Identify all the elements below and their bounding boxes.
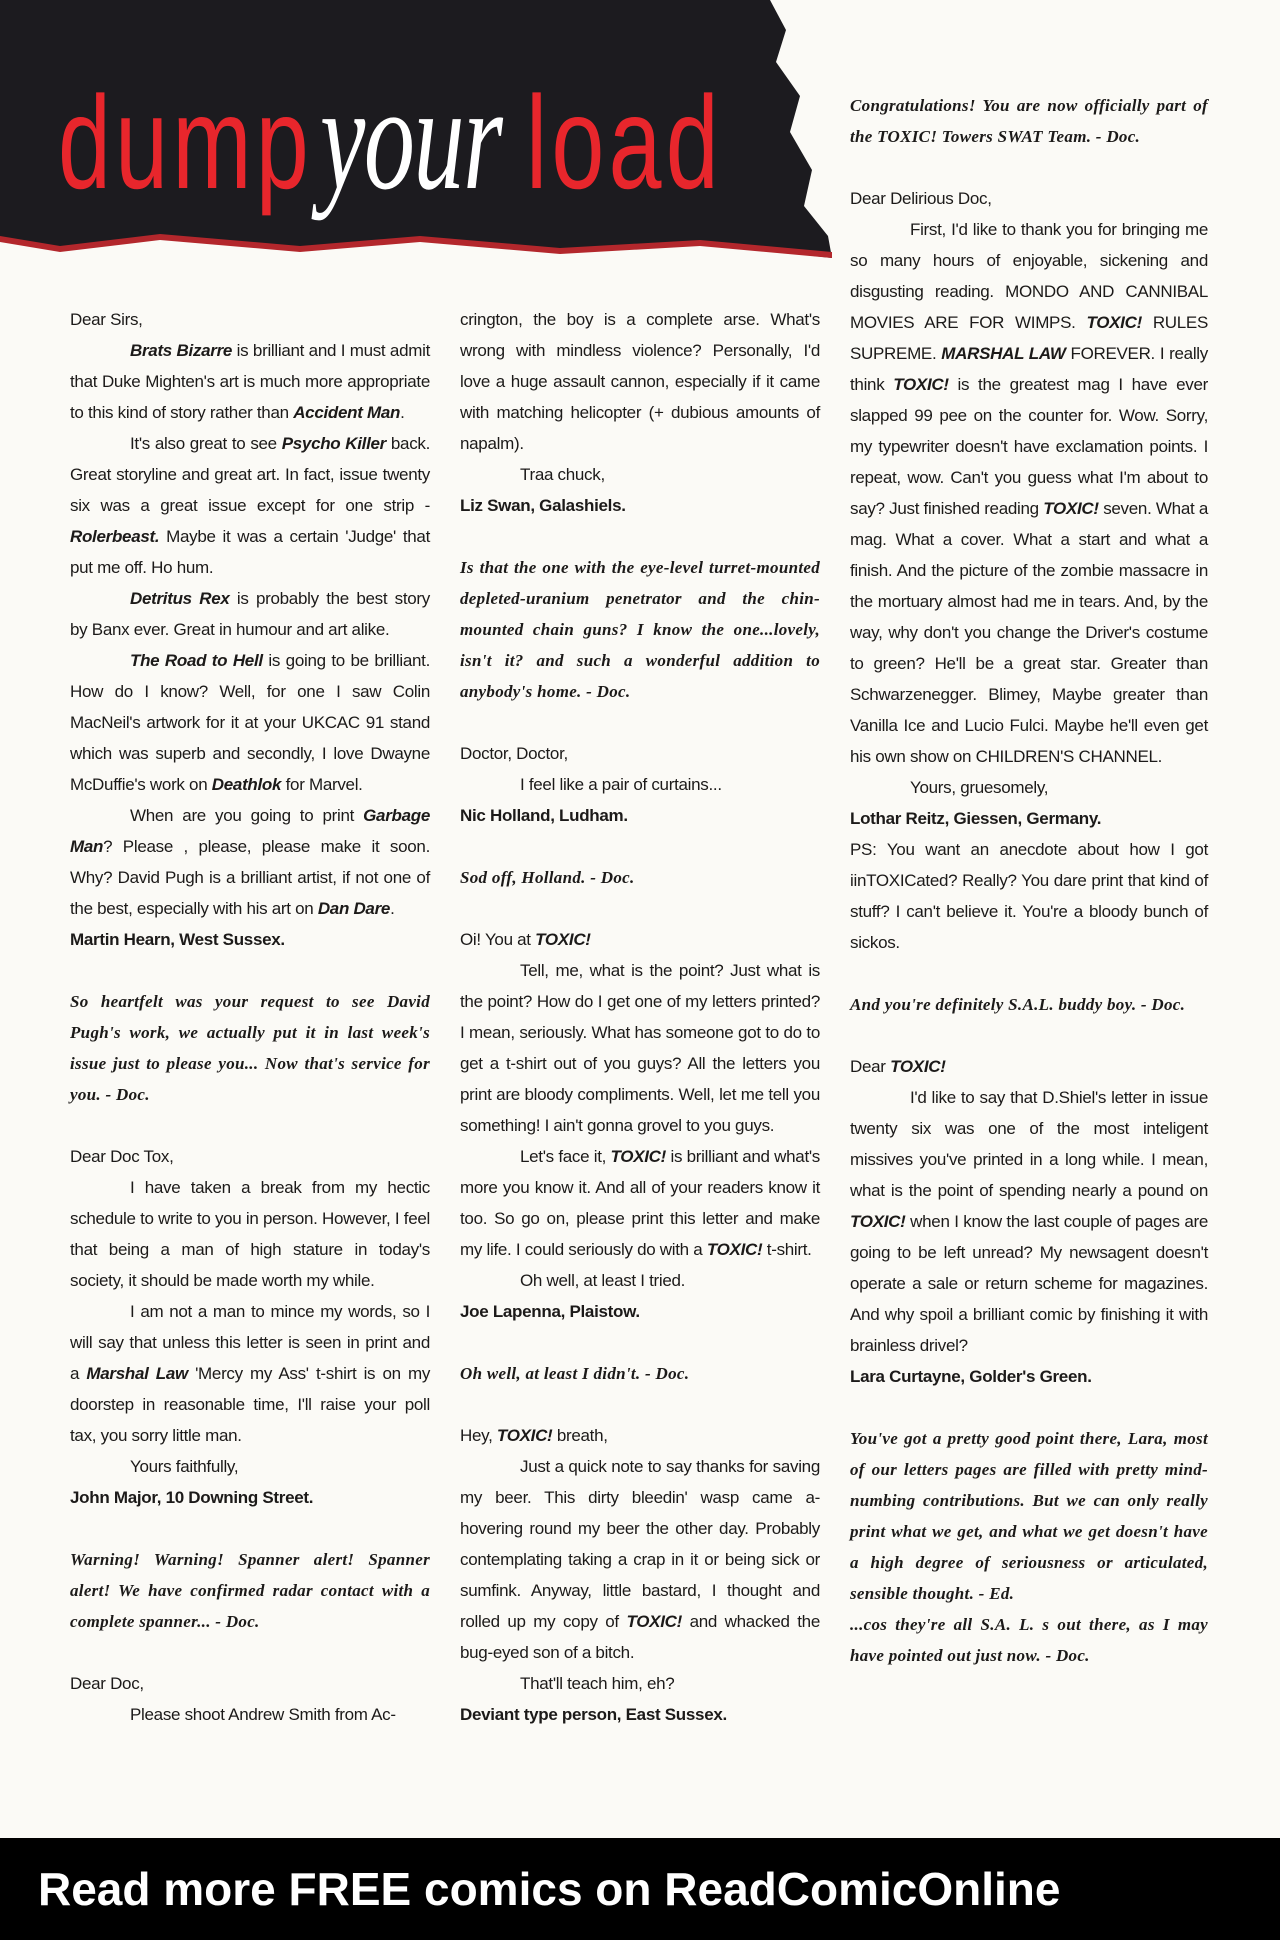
letter-signature: Deviant type person, East Sussex. — [460, 1705, 727, 1724]
letter-greeting: Dear Sirs, — [70, 310, 143, 329]
editor-reply: Congratulations! You are now officially part of the TOXIC! Towers SWAT Team. - Doc. — [850, 96, 1208, 146]
letters-column-3 — [850, 90, 1208, 1671]
letter-greeting: Hey, TOXIC! breath, — [460, 1426, 608, 1445]
title-word-your: your — [320, 55, 502, 221]
letter-greeting: Dear Doc Tox, — [70, 1147, 174, 1166]
letters-column-2 — [460, 304, 820, 1730]
editor-reply: ...cos they're all S.A. L. s out there, as I may have pointed out just now. - Doc. — [850, 1615, 1208, 1665]
letter-signature: Lothar Reitz, Giessen, Germany. — [850, 809, 1102, 828]
letter-greeting: Doctor, Doctor, — [460, 744, 568, 763]
title-word-dump: dump — [58, 69, 314, 216]
letter-paragraph: Detritus Rex is probably the best story by Banx ever. Great in humour and art alike. — [70, 589, 430, 639]
letter-paragraph: Please shoot Andrew Smith from Ac- — [130, 1705, 396, 1724]
letter-paragraph: I have taken a break from my hectic schedule to write to you in person. However, I feel that being a man of high stature in today's society, it should be made worth my while. — [70, 1178, 430, 1290]
title-word-load: load — [526, 69, 723, 216]
letter-paragraph: First, I'd like to thank you for bringing me so many hours of enjoyable, sickening and disgusting reading. MONDO AND CANNIBAL MOVIES ARE FOR WIMPS. TOXIC! RULES SUPREME. MARSHAL LAW FOREVER. I really think TOXIC! is the greatest mag I have ever slapped 99 pee on the counter for. Wow. Sorry, my typewriter doesn't have exclamation points. I repeat, wow. Can't you guess what I'm about to say? Just finished reading TOXIC! seven. What a mag. What a cover. What a start and what a finish. And the picture of the zombie massacre in the mortuary almost had me in tears. And, by the way, why don't you change the Driver's costume to green? He'll be a great star. Greater than Schwarzenegger. Blimey, Maybe greater than Vanilla Ice and Lucio Fulci. Maybe he'll even get his own show on CHILDREN'S CHANNEL. — [850, 220, 1209, 766]
letter-paragraph: I'd like to say that D.Shiel's letter in issue twenty six was one of the most inteligent missives you've printed in a long while. I mean, what is the point of spending nearly a pound on TOXIC! when I know the last couple of pages are going to be left unread? My newsagent doesn't operate a sale or return scheme for magazines. And why spoil a brilliant comic by finishing it with brainless drivel? — [850, 1088, 1208, 1355]
letter-signature: Nic Holland, Ludham. — [460, 806, 628, 825]
letter-paragraph: Just a quick note to say thanks for saving my beer. This dirty bleedin' wasp came a-hovering round my beer the other day. Probably contemplating taking a crap in it or being sick or sumfink. Anyway, little bastard, I thought and rolled up my copy of TOXIC! and whacked the bug-eyed son of a bitch. — [460, 1457, 820, 1662]
editor-reply: Oh well, at least I didn't. - Doc. — [460, 1364, 690, 1383]
letter-paragraph: Let's face it, TOXIC! is brilliant and what's more you know it. And all of your readers know it too. So go on, please print this letter and make my life. I could seriously do with a TOXIC! t-shirt. — [460, 1147, 821, 1259]
letters-column-1 — [70, 304, 430, 1730]
letter-paragraph: Brats Bizarre is brilliant and I must admit that Duke Mighten's art is much more appropriate to this kind of story rather than Accident Man. — [70, 341, 430, 422]
letter-closing: Traa chuck, — [520, 465, 605, 484]
letter-greeting: Oi! You at TOXIC! — [460, 930, 591, 949]
letter-signature: John Major, 10 Downing Street. — [70, 1488, 314, 1507]
letter-paragraph: Oh well, at least I tried. — [520, 1271, 686, 1290]
letter-signature: Martin Hearn, West Sussex. — [70, 930, 285, 949]
letter-paragraph: It's also great to see Psycho Killer back. Great storyline and great art. In fact, issue twenty six was a great issue except for one strip - Rolerbeast. Maybe it was a certain 'Judge' that put me off. Ho hum. — [70, 434, 431, 577]
letter-paragraph: The Road to Hell is going to be brilliant. How do I know? Well, for one I saw Colin MacNeil's artwork for it at your UKCAC 91 stand which was superb and secondly, I love Dwayne McDuffie's work on Deathlok for Marvel. — [70, 651, 430, 794]
page-title — [58, 52, 766, 222]
editor-reply: And you're definitely S.A.L. buddy boy. - Doc. — [850, 995, 1186, 1014]
letter-greeting: Dear TOXIC! — [850, 1057, 946, 1076]
letter-paragraph: I am not a man to mince my words, so I will say that unless this letter is seen in print and a Marshal Law 'Mercy my Ass' t-shirt is on my doorstep in reasonable time, I'll raise your poll tax, you sorry little man. — [70, 1302, 431, 1445]
letter-paragraph: I feel like a pair of curtains... — [520, 775, 722, 794]
editor-reply: Sod off, Holland. - Doc. — [460, 868, 635, 887]
letter-greeting: Dear Delirious Doc, — [850, 189, 992, 208]
letter-paragraph: Tell, me, what is the point? Just what is the point? How do I get one of my letters printed? I mean, seriously. What has someone got to do to get a t-shirt out of you guys? All the letters you print are bloody compliments. Well, let me tell you something! I ain't gonna grovel to you guys. — [460, 961, 820, 1135]
letter-postscript: PS: You want an anecdote about how I got iinTOXICated? Really? You dare print that kind of stuff? I can't believe it. You're a bloody bunch of sickos. — [850, 840, 1208, 952]
letter-signature: Lara Curtayne, Golder's Green. — [850, 1367, 1092, 1386]
editor-reply: So heartfelt was your request to see David Pugh's work, we actually put it in last week's issue just to please you... Now that's service for you. - Doc. — [70, 992, 430, 1104]
letter-signature: Liz Swan, Galashiels. — [460, 496, 626, 515]
letter-paragraph: That'll teach him, eh? — [520, 1674, 675, 1693]
footer-banner[interactable]: Read more FREE comics on ReadComicOnline — [0, 1838, 1280, 1940]
editor-reply: Warning! Warning! Spanner alert! Spanner alert! We have confirmed radar contact with a complete spanner... - Doc. — [70, 1550, 430, 1631]
letter-greeting: Dear Doc, — [70, 1674, 144, 1693]
letter-closing: Yours faithfully, — [130, 1457, 239, 1476]
editor-reply: You've got a pretty good point there, Lara, most of our letters pages are filled with pretty mind-numbing contributions. But we can only really print what we get, and what we get doesn't have a high degree of seriousness or articulated, sensible thought. - Ed. — [850, 1429, 1208, 1603]
letter-signature: Joe Lapenna, Plaistow. — [460, 1302, 640, 1321]
letter-closing: Yours, gruesomely, — [910, 778, 1049, 797]
letter-paragraph: crington, the boy is a complete arse. What's wrong with mindless violence? Personally, I'd love a huge assault cannon, especially if it came with matching helicopter (+ dubious amounts of napalm). — [460, 310, 820, 453]
editor-reply: Is that the one with the eye-level turret-mounted depleted-uranium penetrator and the chin-mounted chain guns? I know the one...lovely, isn't it? and such a wonderful addition to anybody's home. - Doc. — [460, 558, 820, 701]
letter-paragraph: When are you going to print Garbage Man? Please , please, please make it soon. Why? David Pugh is a brilliant artist, if not one of the best, especially with his art on Dan Dare. — [70, 806, 430, 918]
